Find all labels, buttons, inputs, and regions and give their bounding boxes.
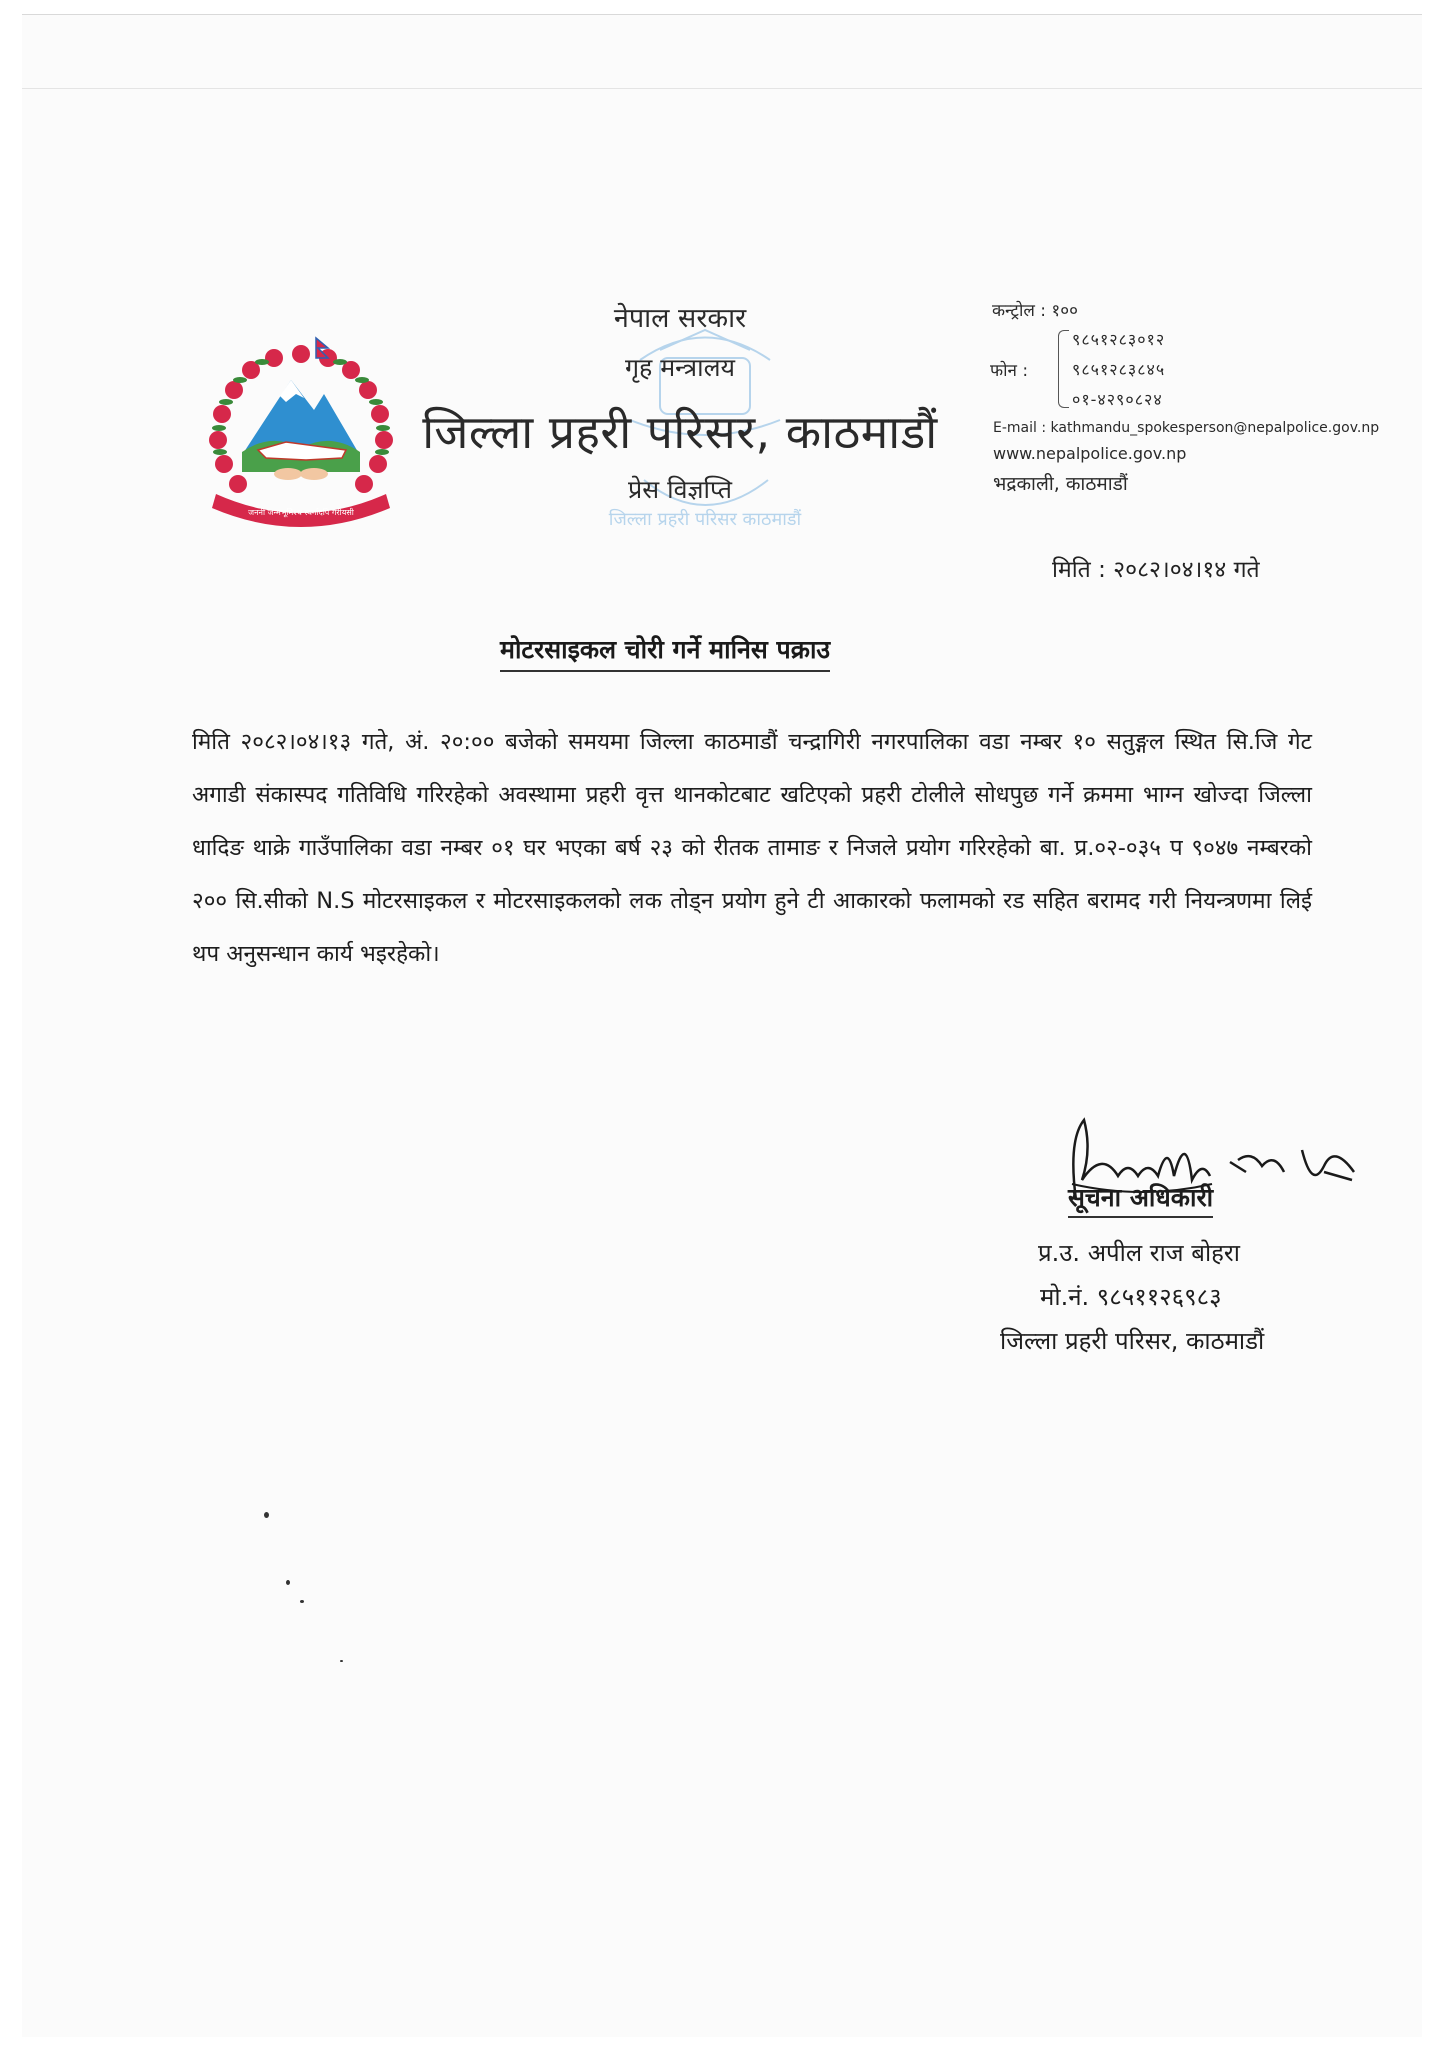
- stamp-text: जिल्ला प्रहरी परिसर काठमाडौं: [608, 509, 802, 530]
- website-url: www.nepalpolice.gov.np: [993, 444, 1187, 463]
- signatory-name: प्र.उ. अपील राज बोहरा: [1038, 1239, 1240, 1267]
- email-address: E-mail : kathmandu_spokesperson@nepalpolice.gov.np: [993, 420, 1380, 436]
- phone-number: ०१-४२९०८२४: [1072, 390, 1163, 409]
- phone-label: फोन :: [990, 361, 1029, 381]
- control-number: कन्ट्रोल : १००: [992, 301, 1078, 321]
- phone-number: ९८५१२८३८४५: [1072, 360, 1166, 379]
- signatory-mobile: मो.नं. ९८५११२६९८३: [1040, 1283, 1222, 1311]
- ministry-name: गृह मन्त्रालय: [624, 353, 736, 382]
- phone-number: ९८५१२८३०१२: [1072, 330, 1166, 349]
- scan-speck: [300, 1600, 304, 1603]
- document-date: मिति : २०८२।०४।१४ गते: [1052, 557, 1260, 583]
- scan-speck: [340, 1660, 343, 1662]
- scan-speck: [286, 1580, 290, 1585]
- scan-speck: [264, 1512, 269, 1518]
- signatory-office: जिल्ला प्रहरी परिसर, काठमाडौं: [1000, 1327, 1265, 1355]
- press-release-title: मोटरसाइकल चोरी गर्ने मानिस पक्राउ: [500, 632, 830, 672]
- press-release-body: मिति २०८२।०४।१३ गते, अं. २०:०० बजेको समयमा जिल्ला काठमाडौं चन्द्रागिरी नगरपालिका वडा नम्बर १० सतुङ्गल स्थित सि.जि गेट अगाडी संकास्पद गतिविधि गरिरहेको अवस्थामा प्रहरी वृत्त थानकोटबाट खटिएको प्रहरी टोलीले सोधपुछ गर्ने क्रममा भाग्न खोज्दा जिल्ला धादिङ थाक्रे गाउँपालिका वडा नम्बर ०१ घर भएका बर्ष २३ को रीतक तामाङ र निजले प्रयोग गरिरहेको बा. प्र.०२-०३५ प ९०४७ नम्बरको २०० सि.सीको N.S मोटरसाइकल र मोटरसाइकलको लक तोड्न प्रयोग हुने टी आकारको फलामको रड सहित बरामद गरी नियन्त्रणमा लिई थप अनुसन्धान कार्य भइरहेको।: [192, 729, 1312, 967]
- government-name: नेपाल सरकार: [613, 303, 747, 334]
- office-address: भद्रकाली, काठमाडौं: [993, 473, 1128, 495]
- document-type: प्रेस विज्ञप्ति: [628, 475, 732, 504]
- signatory-title: सूचना अधिकारी: [1068, 1180, 1213, 1218]
- nepal-emblem-icon: [196, 332, 406, 532]
- emblem-motto: जननी जन्मभूमिश्च स्वर्गादपि गरीयसी: [248, 508, 354, 517]
- phone-bracket: [1058, 330, 1069, 408]
- top-rule: [22, 88, 1422, 89]
- office-name: जिल्ला प्रहरी परिसर, काठमाडौं: [422, 405, 938, 459]
